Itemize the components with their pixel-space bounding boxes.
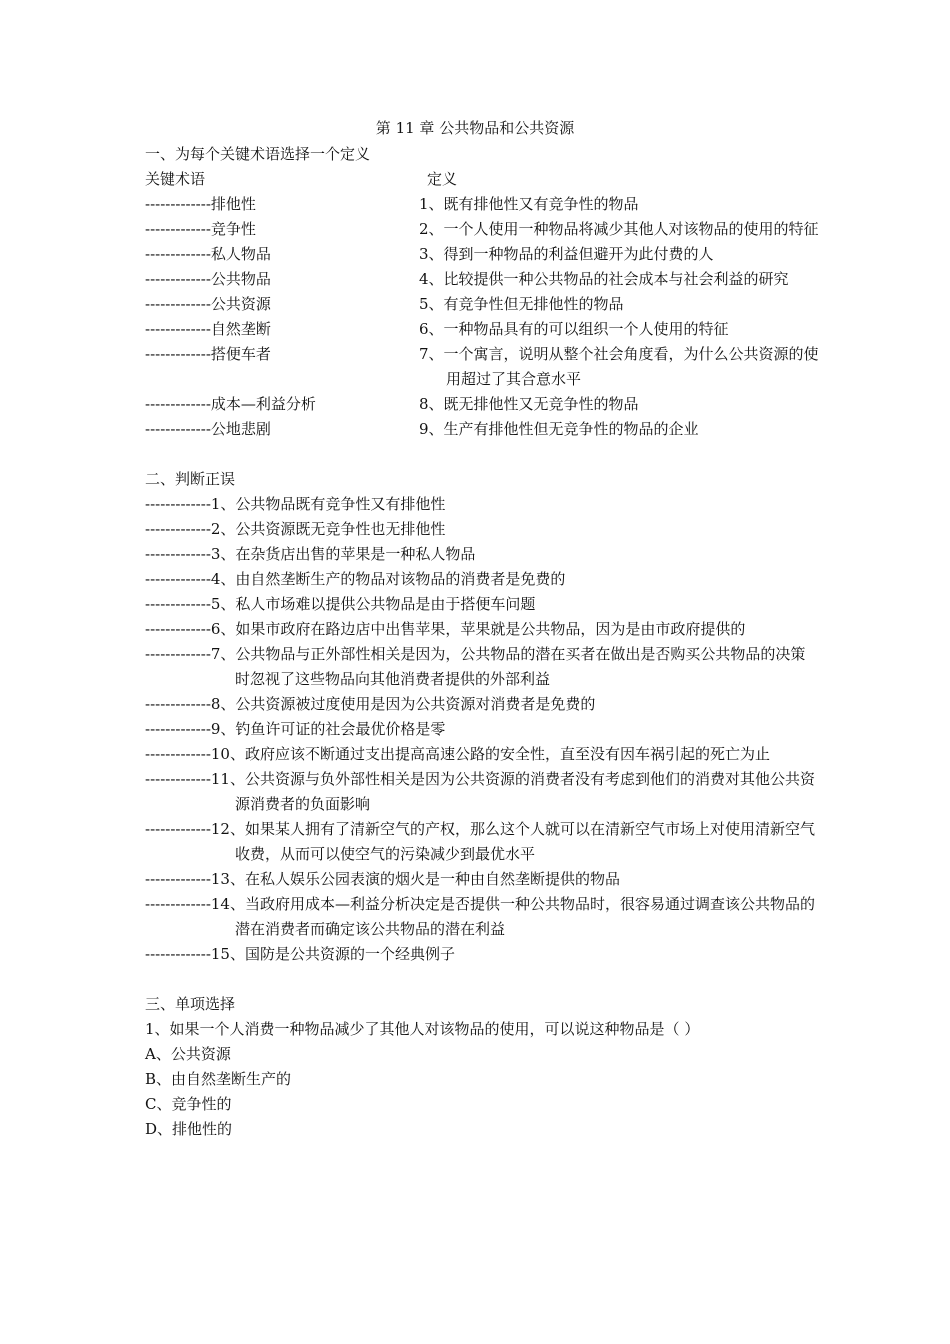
- term: -------------公共物品: [145, 270, 271, 288]
- term-row: [145, 417, 820, 442]
- term: -------------搭便车者: [145, 345, 271, 363]
- term-row: [145, 192, 820, 217]
- definition: 3、得到一种物品的利益但避开为此付费的人: [418, 245, 714, 263]
- definition: 8、既无排他性又无竞争性的物品: [418, 395, 639, 413]
- definition: 6、一种物品具有的可以组织一个人使用的特征: [418, 320, 729, 338]
- term-row: [145, 242, 820, 267]
- section3-heading: 三、单项选择: [145, 995, 236, 1013]
- term-row: [145, 217, 820, 242]
- term: -------------公共资源: [145, 295, 271, 313]
- true-false-list: [145, 492, 820, 967]
- section2-heading: 二、判断正误: [145, 470, 236, 488]
- section1-heading: 一、为每个关键术语选择一个定义: [145, 145, 371, 163]
- term-row: [145, 317, 820, 342]
- true-false-item: -------------1、公共物品既有竞争性又有排他性: [145, 495, 446, 513]
- column-header-definition: 定义: [427, 170, 458, 188]
- term-definition-table: [145, 192, 820, 442]
- definition: 1、既有排他性又有竞争性的物品: [418, 195, 639, 213]
- chapter-title: 第 11 章 公共物品和公共资源: [375, 119, 575, 137]
- true-false-item: -------------4、由自然垄断生产的物品对该物品的消费者是免费的: [145, 570, 566, 588]
- option-c: C、竞争性的: [145, 1095, 232, 1113]
- true-false-item: -------------10、政府应该不断通过支出提高高速公路的安全性，直至没有因车祸引起的死亡为止: [145, 745, 770, 763]
- definition: 9、生产有排他性但无竞争性的物品的企业: [418, 420, 699, 438]
- option-a: A、公共资源: [145, 1045, 231, 1063]
- option-b: B、由自然垄断生产的: [145, 1070, 292, 1088]
- term: -------------自然垄断: [145, 320, 271, 338]
- true-false-item: -------------13、在私人娱乐公园表演的烟火是一种由自然垄断提供的物品: [145, 870, 620, 888]
- definition: 2、一个人使用一种物品将减少其他人对该物品的使用的特征: [418, 220, 819, 238]
- term: -------------竞争性: [145, 220, 256, 238]
- true-false-item: -------------11、公共资源与负外部性相关是因为公共资源的消费者没有考虑到他们的消费对其他公共资源消费者的负面影响: [145, 770, 815, 813]
- definition: 5、有竞争性但无排他性的物品: [418, 295, 624, 313]
- term: -------------私人物品: [145, 245, 271, 263]
- column-header-term: 关键术语: [145, 170, 206, 188]
- true-false-item: -------------12、如果某人拥有了清新空气的产权，那么这个人就可以在清新空气市场上对使用清新空气收费，从而可以使空气的污染减少到最优水平: [145, 820, 815, 863]
- term-row: [145, 342, 820, 392]
- true-false-item: -------------8、公共资源被过度使用是因为公共资源对消费者是免费的: [145, 695, 596, 713]
- true-false-item: -------------14、当政府用成本—利益分析决定是否提供一种公共物品时，很容易通过调查该公共物品的潜在消费者而确定该公共物品的潜在利益: [145, 895, 815, 938]
- true-false-item: -------------5、私人市场难以提供公共物品是由于搭便车问题: [145, 595, 536, 613]
- term: -------------排他性: [145, 195, 256, 213]
- true-false-item: -------------7、公共物品与正外部性相关是因为，公共物品的潜在买者在做出是否购买公共物品的决策时忽视了这些物品向其他消费者提供的外部利益: [145, 645, 806, 688]
- term: -------------成本—利益分析: [145, 395, 316, 413]
- section1-column-headers: [145, 167, 820, 192]
- definition: 4、比较提供一种公共物品的社会成本与社会利益的研究: [418, 270, 789, 288]
- question-1: 1、如果一个人消费一种物品减少了其他人对该物品的使用，可以说这种物品是（ ）: [145, 1020, 700, 1038]
- term-row: [145, 292, 820, 317]
- option-d: D、排他性的: [145, 1120, 233, 1138]
- true-false-item: -------------6、如果市政府在路边店中出售苹果，苹果就是公共物品，因为是由市政府提供的: [145, 620, 746, 638]
- true-false-item: -------------9、钓鱼许可证的社会最优价格是零: [145, 720, 446, 738]
- definition: 7、一个寓言，说明从整个社会角度看，为什么公共资源的使用超过了其合意水平: [418, 345, 819, 388]
- true-false-item: -------------15、国防是公共资源的一个经典例子: [145, 945, 455, 963]
- term: -------------公地悲剧: [145, 420, 271, 438]
- true-false-item: -------------2、公共资源既无竞争性也无排他性: [145, 520, 446, 538]
- true-false-item: -------------3、在杂货店出售的苹果是一种私人物品: [145, 545, 476, 563]
- document-body: [145, 142, 820, 1142]
- term-row: [145, 392, 820, 417]
- term-row: [145, 267, 820, 292]
